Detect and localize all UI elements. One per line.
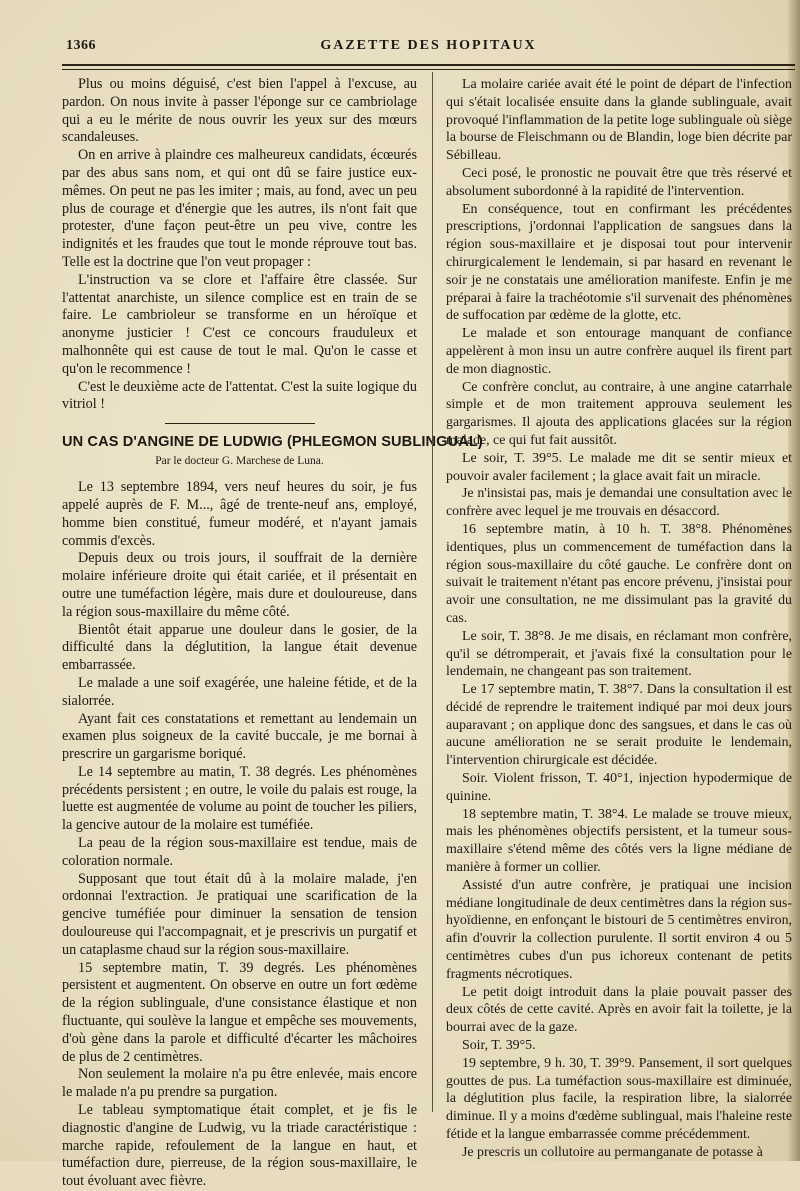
- left-column: [62, 76, 483, 1191]
- paragraph: Ceci posé, le pronostic ne pouvait être que très réservé et absolument subordonné à la rapidité de l'intervention.: [446, 165, 792, 199]
- paragraph: Plus ou moins déguisé, c'est bien l'appel à l'excuse, au pardon. On nous invite à passer l'éponge sur ce cambriolage qui a eu le mérite de nous ouvrir les yeux sur des mœurs scandaleuses.: [62, 76, 417, 146]
- page-header: [62, 36, 795, 58]
- article-byline: Par le docteur G. Marchese de Luna.: [155, 455, 324, 468]
- paragraph: Le tableau symptomatique était complet, et je fis le diagnostic d'angine de Ludwig, vu la triade caractéristique : marche rapide, refoulement de la langue en haut, et tuméfaction dure, pierreuse, de la région sous-maxillaire, le tout évoluant avec fièvre.: [62, 1102, 417, 1190]
- paragraph: En conséquence, tout en confirmant les précédentes prescriptions, j'ordonnai l'application de sangsues dans la région sous-maxillaire et je disposai tout pour intervenir chirurgicalement le lendemain, si par hasard en revenant le soir je ne constatais une amélioration manifeste. Enfin je me préparai à faire la trachéotomie s'il survenait des phénomènes de suffocation par œdème de la glotte, etc.: [446, 201, 792, 324]
- paragraph: Bientôt était apparue une douleur dans le gosier, de la difficulté dans la déglutition, la langue était devenue embarrassée.: [62, 621, 417, 674]
- paragraph: Assisté d'un autre confrère, je pratiquai une incision médiane longitudinale de deux centimètres dans la région sus-hyoïdienne, en enfonçant le bistouri de 5 centimètres environ, afin d'ouvrir la collection purulente. Il sortit environ 4 ou 5 centimètres cubes d'un pus ichoreux contenant de petits fragments nécrotiques.: [446, 877, 792, 982]
- paragraph: 16 septembre matin, à 10 h. T. 38°8. Phénomènes identiques, plus un commencement de tuméfaction dans la région sous-maxillaire du côté gauche. Le confrère dont on suivait le traitement n'étant pas encore prévenu, j'insistai pour avoir une consultation, ne me dissimulant pas la gravité du cas.: [446, 521, 792, 626]
- paragraph: Supposant que tout était dû à la molaire malade, j'en ordonnai l'extraction. Je pratiquai une scarification de la gencive tuméfiée pour diminuer la sensation de tension douloureuse qui l'accompagnait, et je prescrivis un purgatif et un cataplasme chaud sur la région sous-maxillaire.: [62, 870, 417, 958]
- paragraph: L'instruction va se clore et l'affaire être classée. Sur l'attentat anarchiste, un silence complice est en train de se faire. Le cambrioleur se transforme en un héroïque et anonyme justicier ! C'est ce concours frauduleux et malhonnête qui est cause de tout le mal. Qu'on le casse et qu'on le recommence !: [62, 271, 417, 377]
- paragraph: Le soir, T. 39°5. Le malade me dit se sentir mieux et pouvoir avaler facilement ; la glace avait fait un miracle.: [446, 450, 792, 484]
- paragraph: La peau de la région sous-maxillaire est tendue, mais de coloration normale.: [62, 835, 417, 869]
- paragraph: Le soir, T. 38°8. Je me disais, en réclamant mon confrère, qu'il se détromperait, et j'avais fixé la consultation pour le lendemain, ne changeant pas son traitement.: [446, 628, 792, 680]
- paragraph: Le petit doigt introduit dans la plaie pouvait passer des deux côtés de cette cavité. Après en avoir fait la toilette, je la bourrai avec de la gaze.: [446, 984, 792, 1036]
- header-rule: [62, 64, 795, 70]
- ornament-rule: [165, 423, 315, 424]
- paragraph: Le 14 septembre au matin, T. 38 degrés. Les phénomènes précédents persistent ; en outre, le voile du palais est rouge, la luette est augmentée de volume au point de toucher les piliers, la gencive autour de la molaire est tuméfiée.: [62, 763, 417, 834]
- paragraph: Depuis deux ou trois jours, il souffrait de la dernière molaire inférieure droite qui était cariée, et il présentait en outre une tuméfaction légère, mais dure et douloureuse, dans la région sous-maxillaire du même côté.: [62, 550, 417, 620]
- journal-title: GAZETTE DES HOPITAUX: [320, 38, 537, 53]
- paragraph: Ayant fait ces constatations et remettant au lendemain un examen plus soigneux de la cavité buccale, je me bornai à prescrire un gargarisme boriqué.: [62, 710, 417, 763]
- paragraph: Je n'insistai pas, mais je demandai une consultation avec le confrère avec lequel je me trouvais en désaccord.: [446, 486, 792, 520]
- paragraph: 15 septembre matin, T. 39 degrés. Les phénomènes persistent et augmentent. On observe en outre un fort œdème de la région sublinguale, d'une consistance élastique et non fluctuante, qui soulève la langue et empêche ses mouvements, d'où gène dans la parole et difficulté d'écarter les mâchoires de plus de 2 centimètres.: [62, 959, 417, 1065]
- paragraph: Ce confrère conclut, au contraire, à une angine catarrhale simple et de mon traitement approuva seulement les gargarismes. Il ajouta des applications glacées sur la région malade, ce qui fut fait aussitôt.: [446, 379, 792, 448]
- paragraph: La molaire cariée avait été le point de départ de l'infection qui s'était localisée ensuite dans la glande sublinguale, avait provoqué l'inflammation de la petite loge sublinguale où siège la bourse de Fleischmann ou de Blandin, loge bien décrite par Sébilleau.: [446, 77, 792, 164]
- paragraph: Soir. Violent frisson, T. 40°1, injection hypodermique de quinine.: [446, 771, 792, 804]
- paragraph: C'est le deuxième acte de l'attentat. C'est la suite logique du vitriol !: [62, 378, 417, 413]
- column-divider: [432, 72, 433, 1112]
- article-title: UN CAS D'ANGINE DE LUDWIG (PHLEGMON SUBLINGUAL): [62, 434, 483, 451]
- right-column: [446, 76, 792, 1162]
- paragraph: Je prescris un collutoire au permanganate de potasse à: [462, 1144, 763, 1160]
- paragraph: Non seulement la molaire n'a pu être enlevée, mais encore le malade n'a pu prendre sa purgation.: [62, 1066, 417, 1101]
- paragraph: Le malade et son entourage manquant de confiance appelèrent à mon insu un autre confrère auquel ils firent part de mon diagnostic.: [446, 326, 792, 377]
- section-ornament-divider: [165, 423, 315, 424]
- page-number: 1366: [66, 38, 96, 53]
- paragraph: 18 septembre matin, T. 38°4. Le malade se trouve mieux, mais les phénomènes objectifs persistent, et la tumeur sous-maxillaire s'étend même des côtés vers la ligne médiane de manière à former un collier.: [446, 806, 792, 876]
- paragraph: Le malade a une soif exagérée, une haleine fétide, et de la sialorrée.: [62, 674, 417, 709]
- paragraph: Le 13 septembre 1894, vers neuf heures du soir, je fus appelé auprès de F. M..., âgé de trente-neuf ans, employé, homme bien constitué, fumeur modéré, et n'ayant jamais commis d'excès.: [62, 479, 417, 549]
- paragraph: On en arrive à plaindre ces malheureux candidats, écœurés par des abus sans nom, et qui ont dû se faire justice eux-mêmes. On peut ne pas les imiter ; mais, au fond, avec un peu plus de courage et d'énergie que les autres, ils n'ont fait que protester, d'une façon peut-être un peu vive, contre les indignités et les fraudes que tout le monde réprouve tout bas. Telle est la doctrine que l'on veut propager :: [62, 147, 417, 270]
- paragraph: 19 septembre, 9 h. 30, T. 39°9. Pansement, il sort quelques gouttes de pus. La tuméfaction sous-maxillaire est diminuée, la déglutition plus facile, la respiration libre, la sialorrée diminue. Il y a moins d'œdème sublingual, mais l'haleine reste fétide et la langue embarrassée comme précédemment.: [446, 1055, 792, 1143]
- paragraph: Le 17 septembre matin, T. 38°7. Dans la consultation il est décidé de reprendre le traitement indiqué par moi deux jours auparavant ; on applique donc des sangsues, et dans le cas où aucune amélioration ne se serait produite le lendemain, l'intervention chirurgicale est décidée.: [446, 682, 792, 769]
- paragraph: Soir, T. 39°5.: [462, 1038, 536, 1054]
